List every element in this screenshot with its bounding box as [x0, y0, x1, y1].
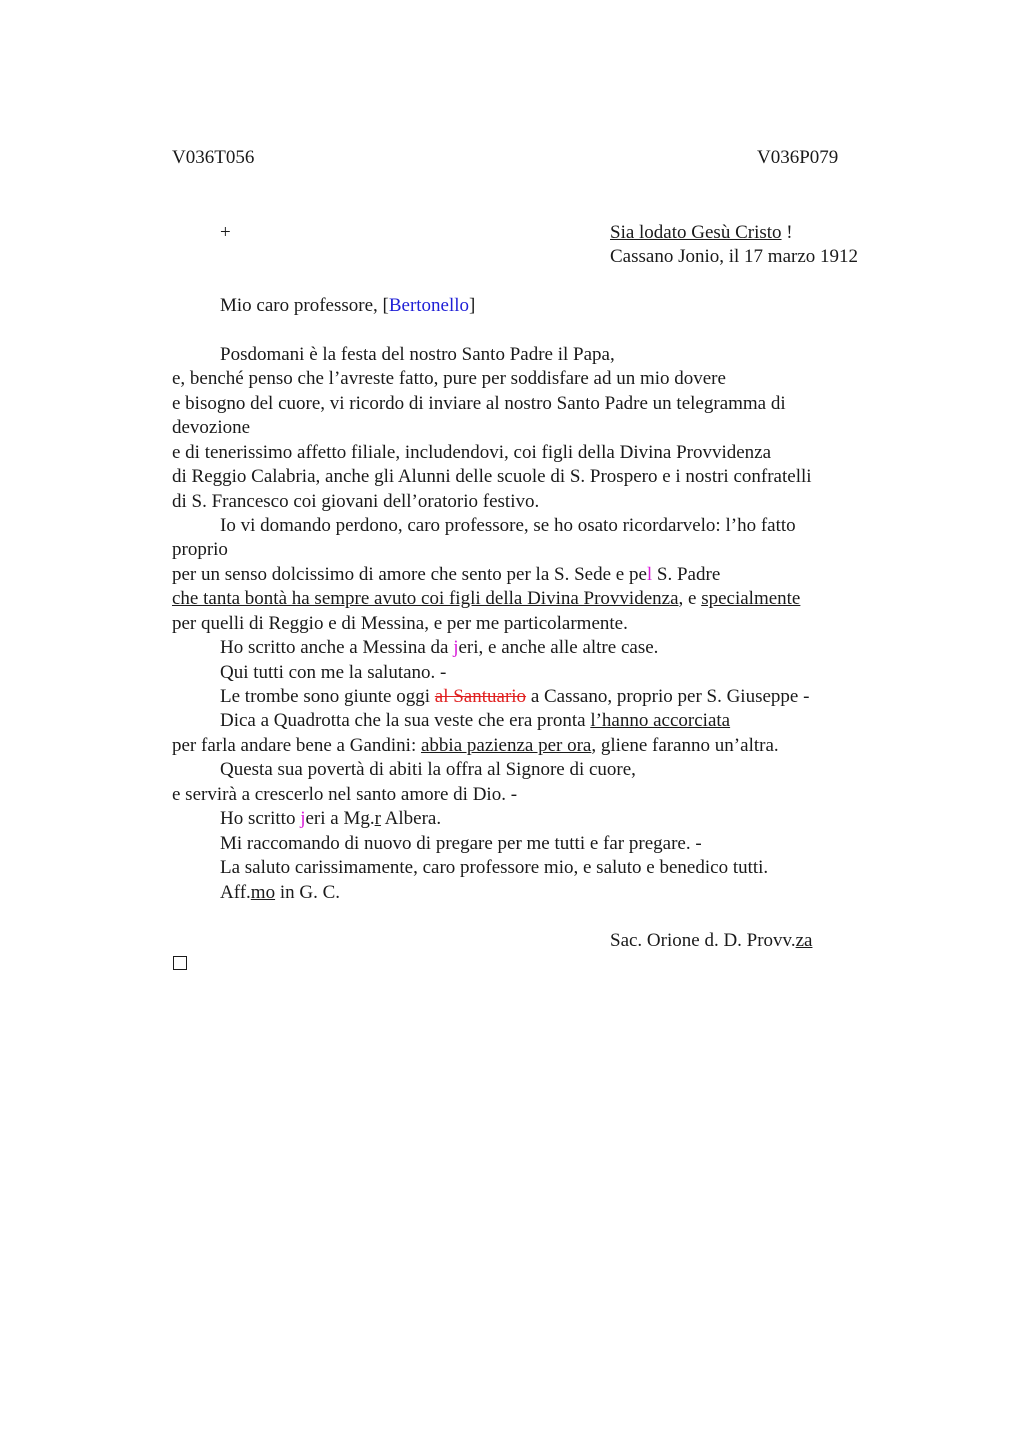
signature-suffix: za	[795, 930, 813, 951]
text-segment: per un senso dolcissimo di amore che sento per la S. Sede e pe	[172, 564, 647, 585]
body-line: per quelli di Reggio e di Messina, e per me particolarmente.	[172, 613, 628, 634]
text-segment: Ho scritto anche a Messina da	[220, 637, 454, 658]
deleted-text: al Santuario	[434, 686, 527, 707]
body-line	[220, 685, 809, 709]
body-line: di S. Francesco coi giovani dell’oratorio festivo.	[172, 491, 540, 512]
doc-code-left: V036T056	[172, 147, 255, 168]
text-segment: , e	[678, 588, 702, 609]
text-segment: a Cassano, proprio per S. Giuseppe -	[526, 686, 810, 707]
body-line: devozione	[172, 417, 251, 438]
praise-line	[610, 221, 793, 245]
body-line: Mi raccomando di nuovo di pregare per me tutti e far pregare. -	[220, 833, 702, 854]
body-line: Questa sua povertà di abiti la offra al Signore di cuore,	[220, 759, 636, 780]
underlined-text: abbia pazienza per ora	[420, 735, 592, 756]
underlined-text: mo	[250, 882, 276, 903]
body-line: La saluto carissimamente, caro professore mio, e saluto e benedico tutti.	[220, 857, 769, 878]
body-line: Qui tutti con me la salutano. -	[220, 662, 447, 683]
greeting-text: Mio caro professore, [	[220, 295, 389, 316]
body-line: e bisogno del cuore, vi ricordo di inviare al nostro Santo Padre un telegramma di	[172, 393, 786, 414]
text-segment: Ho scritto	[220, 808, 301, 829]
body-line: e di tenerissimo affetto filiale, includendovi, coi figli della Divina Provvidenza	[172, 442, 772, 463]
editorial-correction: j	[300, 808, 306, 829]
signature	[610, 929, 812, 953]
body-line	[172, 587, 800, 611]
text-segment: eri a Mg.	[305, 808, 375, 829]
doc-code-right: V036P079	[757, 147, 839, 168]
signature-text: Sac. Orione d. D. Provv.	[610, 930, 796, 951]
underlined-text: specialmente	[701, 588, 801, 609]
greeting	[220, 294, 475, 318]
underlined-text: che tanta bontà ha sempre avuto coi figli della Divina Provvidenza	[172, 588, 679, 609]
body-line: Io vi domando perdono, caro professore, se ho osato ricordarvelo: l’ho fatto	[220, 515, 796, 536]
text-segment: Aff.	[220, 882, 251, 903]
text-segment: Dica a Quadrotta che la sua veste che era pronta	[220, 710, 591, 731]
underlined-text: l’hanno accorciata	[590, 710, 731, 731]
text-segment: , gliene faranno un’altra.	[591, 735, 779, 756]
text-segment: eri, e anche alle altre case.	[458, 637, 659, 658]
underlined-text: r	[374, 808, 381, 829]
editorial-correction: l	[646, 564, 653, 585]
praise-mark: !	[781, 222, 793, 243]
body-line	[220, 636, 658, 660]
body-line: Posdomani è la festa del nostro Santo Padre il Papa,	[220, 344, 615, 365]
body-line: proprio	[172, 539, 228, 560]
body-line: e servirà a crescerlo nel santo amore di Dio. -	[172, 784, 518, 805]
body-line	[172, 563, 720, 587]
recipient-name: Bertonello	[388, 295, 470, 316]
praise-text: Sia lodato Gesù Cristo	[610, 222, 782, 243]
closing-line	[220, 881, 340, 905]
text-segment: per farla andare bene a Gandini:	[172, 735, 421, 756]
body-line	[220, 709, 730, 733]
text-segment: in G. C.	[275, 882, 341, 903]
body-line	[172, 734, 779, 758]
text-segment: Le trombe sono giunte oggi	[220, 686, 435, 707]
editorial-correction: j	[453, 637, 459, 658]
cross-mark: +	[220, 222, 231, 243]
place-date: Cassano Jonio, il 17 marzo 1912	[610, 246, 859, 267]
body-line	[220, 807, 441, 831]
text-segment: S. Padre	[652, 564, 721, 585]
body-line: e, benché penso che l’avreste fatto, pure per soddisfare ad un mio dovere	[172, 368, 726, 389]
body-line: di Reggio Calabria, anche gli Alunni delle scuole di S. Prospero e i nostri confratelli	[172, 466, 812, 487]
text-segment: Albera.	[380, 808, 442, 829]
greeting-close: ]	[469, 295, 476, 316]
end-marker-box	[173, 956, 187, 970]
